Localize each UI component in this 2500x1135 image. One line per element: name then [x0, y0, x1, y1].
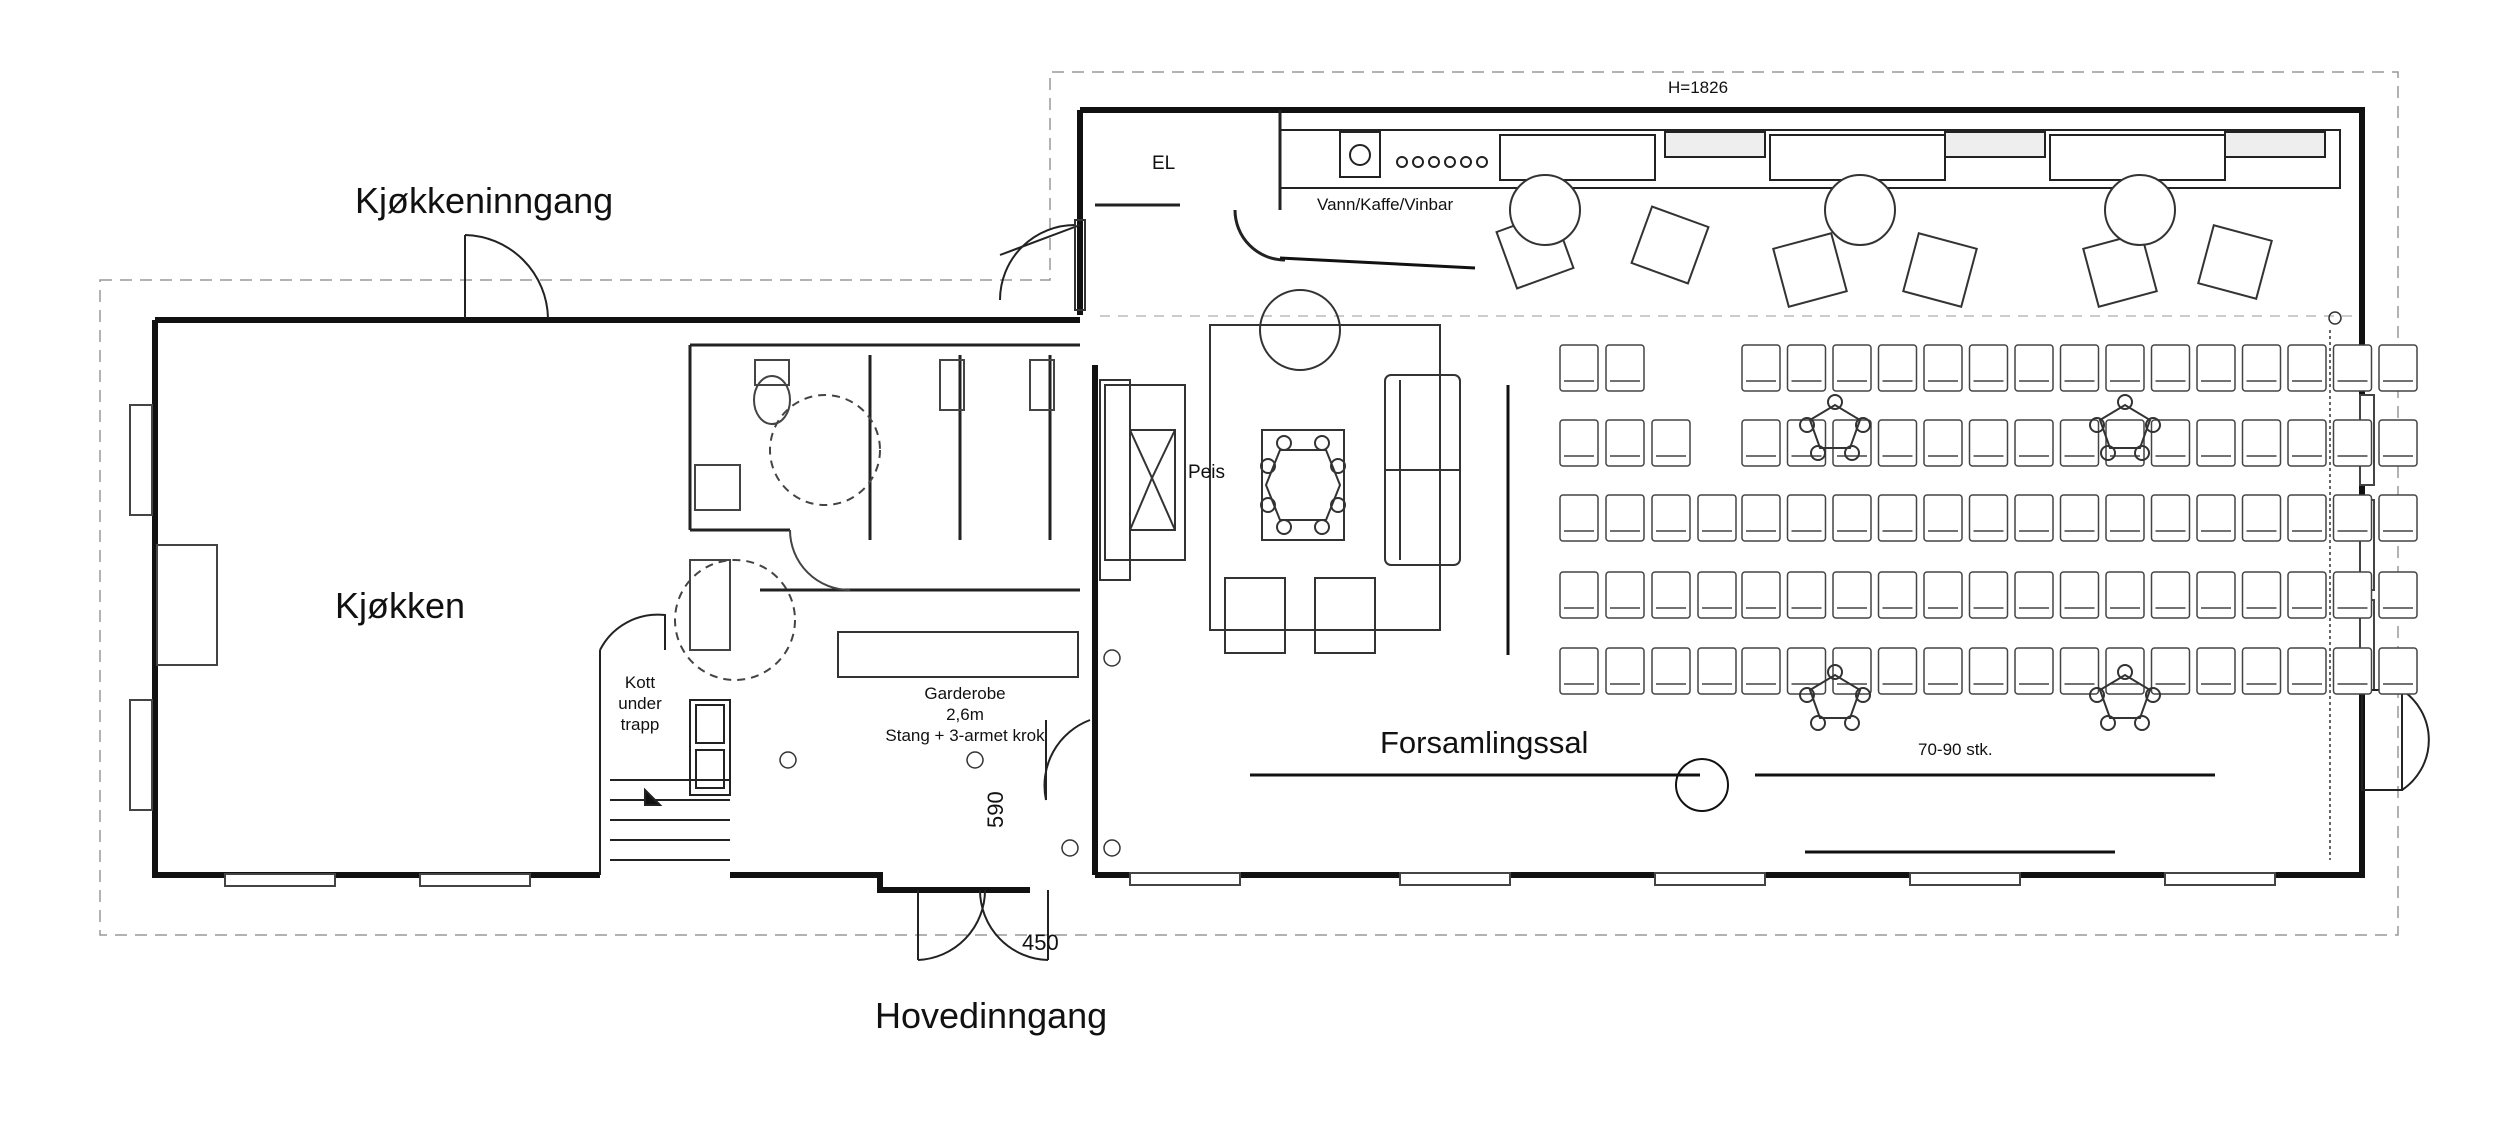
fireplace-label: Peis	[1188, 462, 1225, 483]
kitchen-label: Kjøkken	[335, 585, 466, 626]
seat	[1742, 495, 1780, 541]
seat	[2015, 345, 2053, 391]
seat	[1924, 495, 1962, 541]
seat	[2197, 495, 2235, 541]
seat	[1788, 345, 1826, 391]
seat	[2334, 572, 2372, 618]
seat	[2288, 345, 2326, 391]
seat	[2106, 345, 2144, 391]
seat	[2379, 345, 2417, 391]
seat	[2197, 648, 2235, 694]
seat	[2197, 572, 2235, 618]
seat	[1606, 648, 1644, 694]
seat	[1970, 648, 2008, 694]
seat	[2379, 495, 2417, 541]
stair	[600, 615, 730, 875]
seat	[1742, 648, 1780, 694]
door-height-dimension: 590	[983, 791, 1008, 828]
cloakroom-bench	[838, 632, 1078, 677]
seat	[1652, 572, 1690, 618]
seat	[2061, 420, 2099, 466]
seat	[1606, 345, 1644, 391]
lounge-table	[1261, 430, 1345, 540]
seat	[2197, 345, 2235, 391]
seat	[1606, 495, 1644, 541]
seat	[2061, 648, 2099, 694]
seat	[2106, 572, 2144, 618]
seat	[2379, 420, 2417, 466]
water-bar-label: Vann/Kaffe/Vinbar	[1317, 195, 1454, 214]
door-width-dimension: 450	[1022, 930, 1059, 955]
seat	[1924, 345, 1962, 391]
seat	[1698, 572, 1736, 618]
seat	[1970, 495, 2008, 541]
seat	[2152, 420, 2190, 466]
cloakroom-label: Garderobe 2,6m Stang + 3-armet krok	[885, 684, 1045, 745]
seat	[1742, 572, 1780, 618]
seat	[1652, 420, 1690, 466]
seat	[1560, 572, 1598, 618]
seat	[2379, 648, 2417, 694]
seat	[1788, 495, 1826, 541]
seat	[2288, 420, 2326, 466]
seat	[2015, 648, 2053, 694]
seat	[2061, 495, 2099, 541]
seat	[1833, 648, 1871, 694]
fireplace-area	[1100, 290, 1460, 653]
seat	[1970, 572, 2008, 618]
seat	[2015, 420, 2053, 466]
seat	[1560, 495, 1598, 541]
hall-right-door	[2362, 690, 2429, 790]
seat	[2243, 572, 2281, 618]
main-entrance-label: Hovedinngang	[875, 995, 1108, 1036]
seat	[1698, 495, 1736, 541]
seat	[1924, 420, 1962, 466]
seat	[1788, 572, 1826, 618]
seat	[1698, 648, 1736, 694]
seat	[1879, 345, 1917, 391]
seat	[1833, 495, 1871, 541]
seat	[2288, 648, 2326, 694]
seat	[1742, 345, 1780, 391]
seat	[2243, 345, 2281, 391]
seat	[2243, 648, 2281, 694]
kitchen-entrance-door	[465, 235, 548, 318]
hall-label: Forsamlingssal	[1380, 725, 1589, 760]
seat	[1879, 572, 1917, 618]
seat	[1833, 572, 1871, 618]
capacity-label: 70-90 stk.	[1918, 740, 1993, 759]
seat	[1879, 648, 1917, 694]
seat	[2106, 648, 2144, 694]
seat	[1560, 420, 1598, 466]
seat	[2288, 495, 2326, 541]
seat	[1879, 495, 1917, 541]
height-label: H=1826	[1668, 78, 1729, 97]
seat	[2334, 345, 2372, 391]
closet-label: Kott under trapp	[618, 673, 662, 734]
seat	[2334, 495, 2372, 541]
lounge-armchairs	[1497, 175, 2272, 307]
seat	[1652, 648, 1690, 694]
hall-windows	[1130, 395, 2374, 885]
main-entrance-doors	[918, 720, 1090, 960]
seat	[1879, 420, 1917, 466]
hall-seating	[1560, 345, 2417, 694]
seat	[2334, 648, 2372, 694]
seat	[2015, 495, 2053, 541]
seat	[1742, 420, 1780, 466]
seat	[1606, 420, 1644, 466]
seat	[2015, 572, 2053, 618]
kitchen-entrance-label: Kjøkkeninngang	[355, 180, 614, 221]
seat	[2061, 572, 2099, 618]
bar-counter	[1280, 130, 2340, 188]
seat	[2197, 420, 2235, 466]
seat	[1652, 495, 1690, 541]
seat	[2243, 495, 2281, 541]
seat	[1606, 572, 1644, 618]
seat	[1924, 572, 1962, 618]
seat	[2152, 648, 2190, 694]
counter-burners	[1397, 157, 1487, 167]
seat	[2334, 420, 2372, 466]
toilet-block	[690, 345, 1080, 590]
kitchen-windows	[130, 405, 530, 886]
seat	[2288, 572, 2326, 618]
seat	[1560, 648, 1598, 694]
seat	[2152, 345, 2190, 391]
seat	[2379, 572, 2417, 618]
hall-side-door	[1000, 220, 1085, 310]
el-label: EL	[1152, 153, 1176, 174]
seat	[2061, 345, 2099, 391]
seat	[2152, 572, 2190, 618]
seat	[1924, 648, 1962, 694]
seat	[1560, 345, 1598, 391]
el-room	[1095, 110, 1285, 260]
seat	[2106, 495, 2144, 541]
seat	[1970, 345, 2008, 391]
seat	[1970, 420, 2008, 466]
seat	[2152, 495, 2190, 541]
seat	[2243, 420, 2281, 466]
seat	[1833, 345, 1871, 391]
